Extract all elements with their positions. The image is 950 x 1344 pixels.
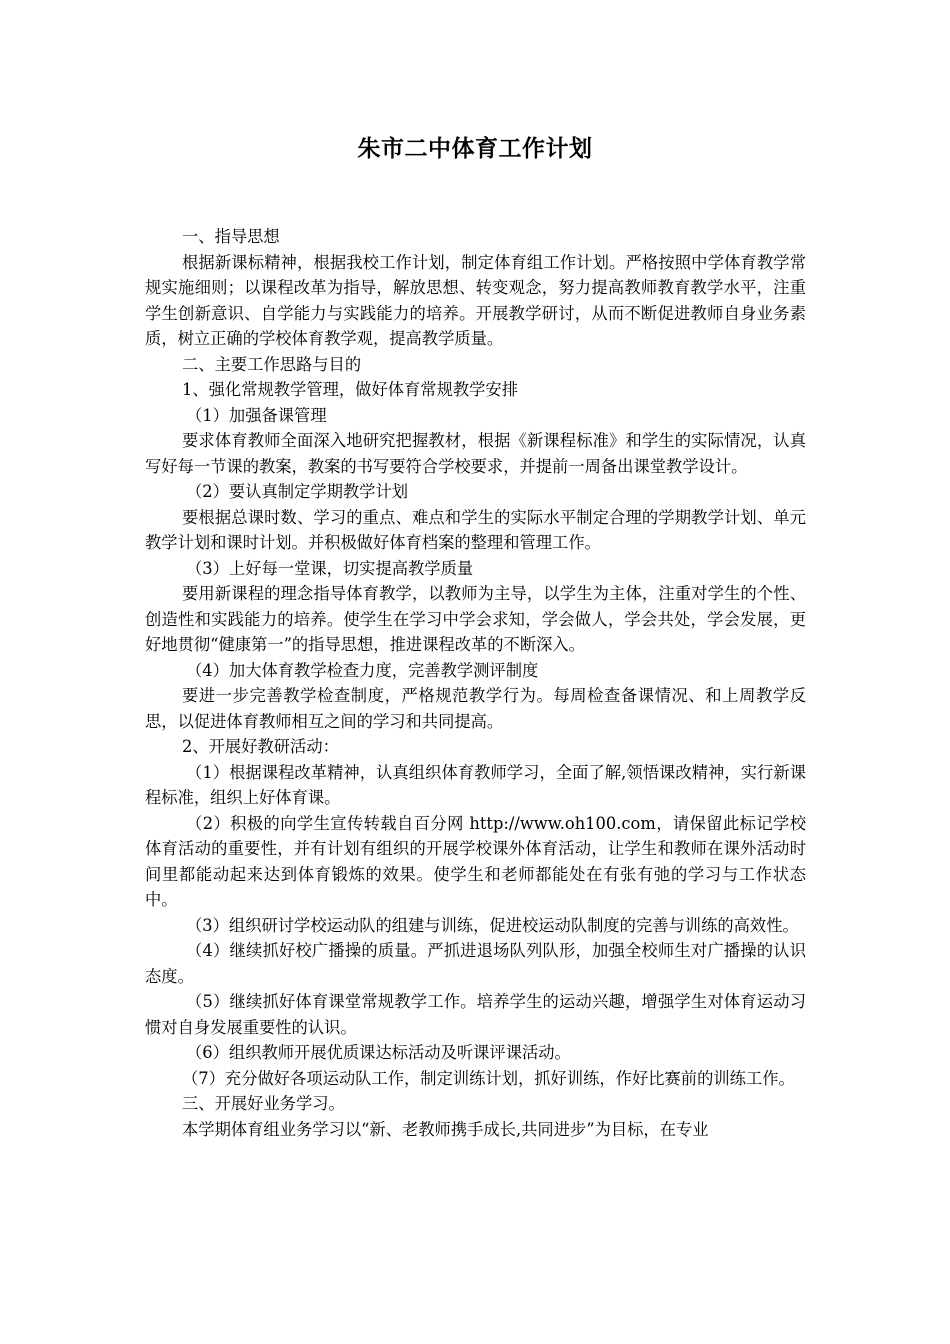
paragraph: 要进一步完善教学检查制度，严格规范教学行为。每周检查备课情况、和上周教学反思，以促进体育教师相互之间的学习和共同提高。	[145, 686, 806, 731]
document-body	[145, 224, 806, 1142]
subsection-heading: 1、强化常规教学管理，做好体育常规教学安排	[182, 380, 518, 399]
list-item: （5）继续抓好体育课堂常规教学工作。培养学生的运动兴趣，增强学生对体育运动习惯对自身发展重要性的认识。	[145, 992, 806, 1037]
item-heading: （3）上好每一堂课，切实提高教学质量	[186, 558, 474, 578]
list-item: （1）根据课程改革精神，认真组织体育教师学习，全面了解,领悟课改精神，实行新课程标准，组织上好体育课。	[145, 762, 806, 807]
paragraph: 要根据总课时数、学习的重点、难点和学生的实际水平制定合理的学期教学计划、单元教学计划和课时计划。并积极做好体育档案的整理和管理工作。	[145, 507, 806, 552]
list-item: （6）组织教师开展优质课达标活动及听课评课活动。	[186, 1043, 571, 1062]
paragraph: 要求体育教师全面深入地研究把握教材，根据《新课程标准》和学生的实际情况，认真写好每一节课的教案，教案的书写要符合学校要求，并提前一周备出课堂教学设计。	[145, 431, 806, 476]
list-item: （4）继续抓好校广播操的质量。严抓进退场队列队形，加强全校师生对广播操的认识态度。	[145, 941, 806, 986]
section-heading: 一、指导思想	[182, 227, 280, 246]
paragraph: 本学期体育组业务学习以“新、老教师携手成长,共同进步”为目标，在专业	[182, 1119, 709, 1139]
section-heading: 二、主要工作思路与目的	[182, 354, 362, 374]
item-heading: （4）加大体育教学检查力度，完善教学测评制度	[186, 660, 539, 680]
list-item: （7）充分做好各项运动队工作，制定训练计划，抓好训练，作好比赛前的训练工作。	[182, 1068, 795, 1088]
item-heading: （2）要认真制定学期教学计划	[186, 482, 409, 501]
paragraph: 根据新课标精神，根据我校工作计划，制定体育组工作计划。严格按照中学体育教学常规实施细则；以课程改革为指导，解放思想、转变观念，努力提高教师教育教学水平，注重学生创新意识、自学能力与实践能力的培养。开展教学研讨，从而不断促进教师自身业务素质，树立正确的学校体育教学观，提高教学质量。	[145, 252, 806, 348]
list-item: （2）积极的向学生宣传转载自百分网 http://www.oh100.com，请保留此标记学校体育活动的重要性，并有计划有组织的开展学校课外体育活动，让学生和教师在课外活动时间里都能动起来达到体育锻炼的效果。使学生和老师都能处在有张有弛的学习与工作状态中。	[145, 813, 806, 909]
section-heading: 三、开展好业务学习。	[182, 1094, 345, 1113]
paragraph: 要用新课程的理念指导体育教学，以教师为主导，以学生为主体，注重对学生的个性、创造性和实践能力的培养。使学生在学习中学会求知，学会做人，学会共处，学会发展，更好地贯彻“健康第一”的指导思想，推进课程改革的不断深入。	[145, 584, 806, 654]
list-item: （3）组织研讨学校运动队的组建与训练，促进校运动队制度的完善与训练的高效性。	[186, 915, 799, 935]
subsection-heading: 2、开展好教研活动：	[182, 737, 339, 756]
document-title: 朱市二中体育工作计划	[357, 136, 593, 162]
item-heading: （1）加强备课管理	[186, 405, 327, 425]
